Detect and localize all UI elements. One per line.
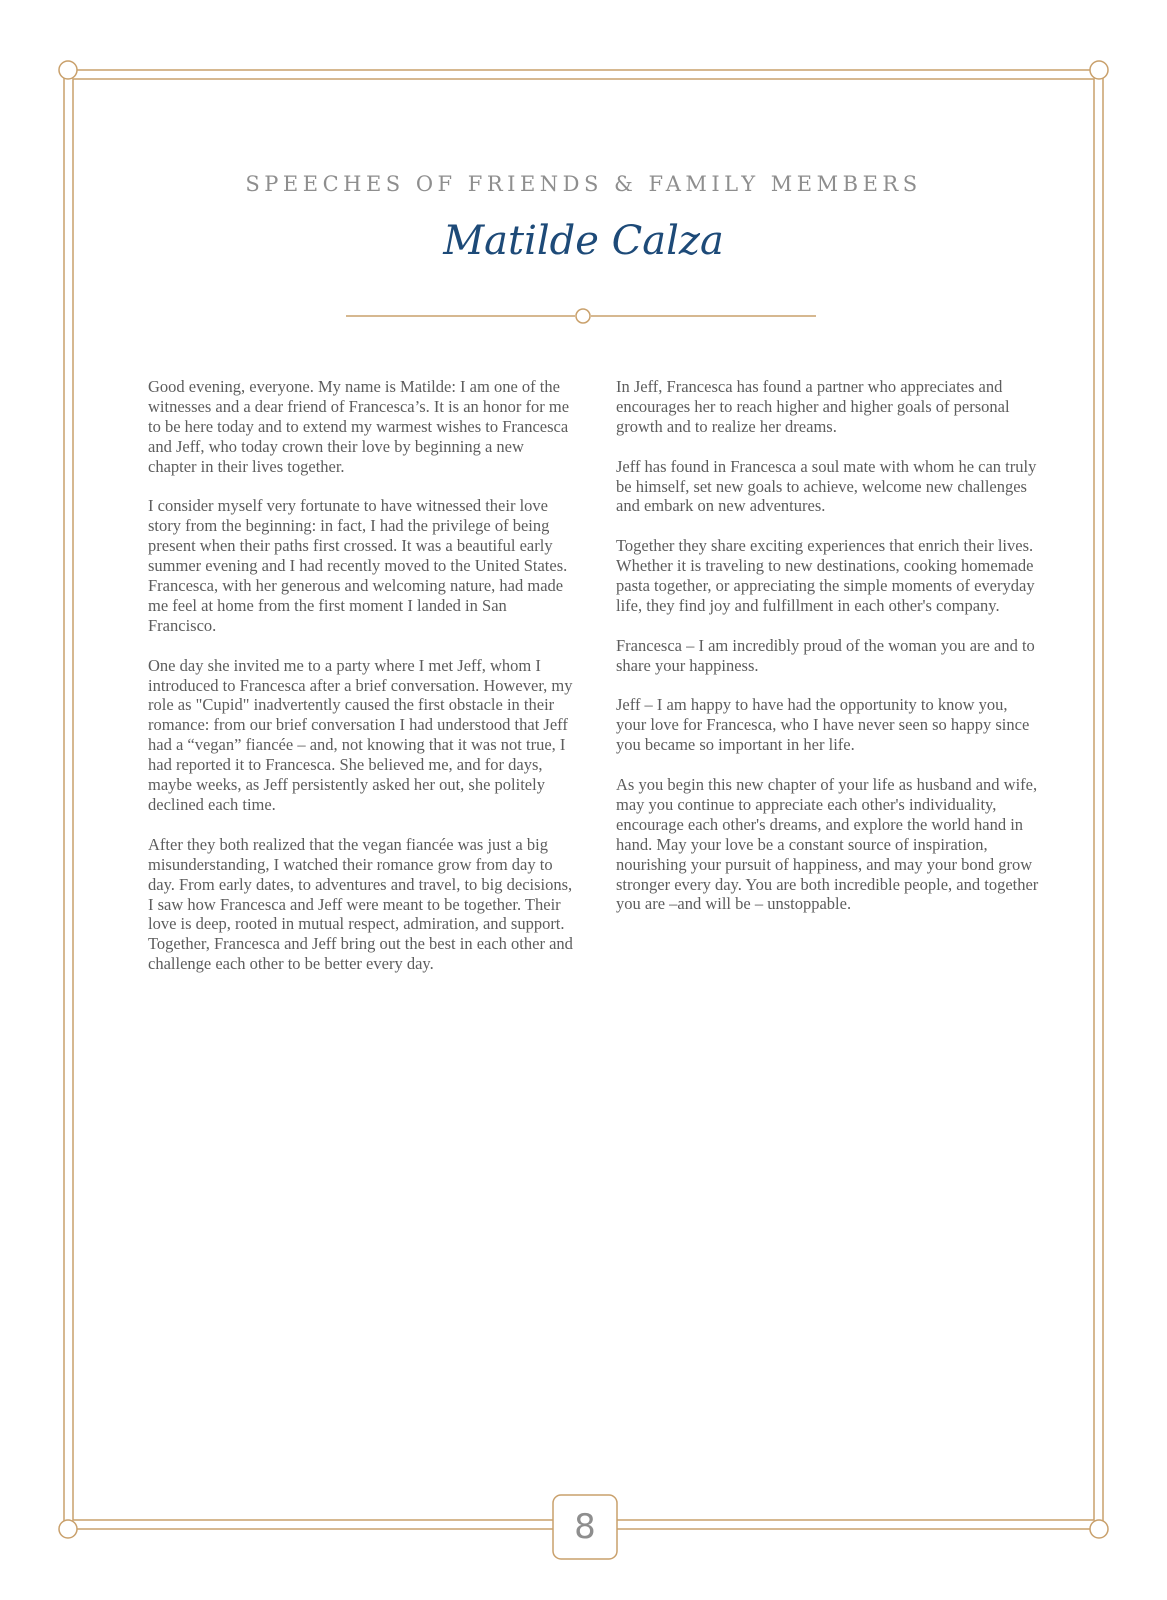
- speech-paragraph: I consider myself very fortunate to have witnessed their love story from the beginning: in fact, I had the privilege of being present when their paths first crossed. It was a beautiful early summer evening and I had recently moved to the United States. Francesca, with her generous and welcoming nature, had made me feel at home from the first moment I landed in San Francisco.: [148, 496, 568, 635]
- speech-paragraph: Good evening, everyone. My name is Matilde: I am one of the witnesses and a dear friend of Francesca’s. It is an honor for me to be here today and to extend my warmest wishes to Francesca and Jeff, who today crown their love by beginning a new chapter in their lives together.: [148, 377, 570, 476]
- left-column: [148, 377, 573, 994]
- corner-ornament-bottom-left: [59, 1520, 77, 1538]
- page-number: 8: [574, 1507, 596, 1547]
- section-title: SPEECHES OF FRIENDS & FAMILY MEMBERS: [245, 172, 922, 196]
- speech-paragraph: Francesca – I am incredibly proud of the woman you are and to share your happiness.: [616, 635, 1035, 675]
- speech-paragraph: After they both realized that the vegan fiancée was just a big misunderstanding, I watched their romance grow from day to day. From early dates, to adventures and travel, to big decisions, I saw how Francesca and Jeff were meant to be together. Their love is deep, rooted in mutual respect, admiration, and support. Together, Francesca and Jeff bring out the best in each other and challenge each other to be better every day.: [148, 834, 573, 974]
- speech-paragraph: In Jeff, Francesca has found a partner who appreciates and encourages her to reach higher and higher goals of personal growth and to realize her dreams.: [616, 377, 1010, 436]
- speech-paragraph: As you begin this new chapter of your life as husband and wife, may you continue to appreciate each other's individuality, encourage each other's dreams, and explore the world hand in hand. May your love be a constant source of inspiration, nourishing your pursuit of happiness, and may your bond grow stronger every day. You are both incredible people, and together you are –and will be – unstoppable.: [616, 775, 1039, 914]
- right-column: [616, 377, 1041, 934]
- speech-paragraph: Together they share exciting experiences that enrich their lives. Whether it is traveling to new destinations, cooking homemade pasta together, or appreciating the simple moments of everyday life, they find joy and fulfillment in each other's company.: [616, 536, 1035, 615]
- title-divider-ornament: [576, 309, 590, 323]
- speech-paragraph: Jeff has found in Francesca a soul mate with whom he can truly be himself, set new goals to achieve, welcome new challenges and embark on new adventures.: [616, 456, 1037, 516]
- corner-ornament-top-right: [1090, 61, 1108, 79]
- speaker-name: Matilde Calza: [443, 218, 724, 264]
- corner-ornament-top-left: [59, 61, 77, 79]
- speech-paragraph: One day she invited me to a party where I met Jeff, whom I introduced to Francesca after a brief conversation. However, my role as "Cupid" inadvertently caused the first obstacle in their romance: from our brief conversation I had understood that Jeff had a “vegan” fiancée – and, not knowing that it was not true, I had reported it to Francesca. She believed me, and for days, maybe weeks, as Jeff persistently asked her out, she politely declined each time.: [148, 655, 573, 814]
- speech-paragraph: Jeff – I am happy to have had the opportunity to know you, your love for Francesca, who I have never seen so happy since you became so important in her life.: [616, 695, 1030, 755]
- corner-ornament-bottom-right: [1090, 1520, 1108, 1538]
